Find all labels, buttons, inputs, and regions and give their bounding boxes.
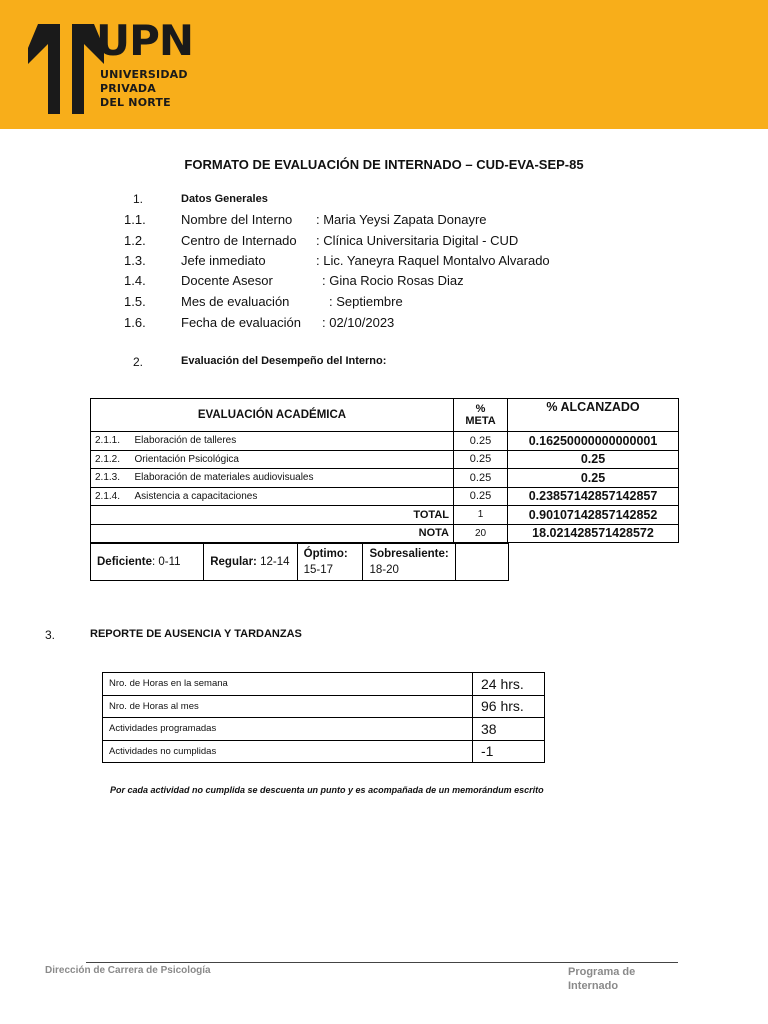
header-meta: % META [454,399,508,432]
table-row: 2.1.1. Elaboración de talleres 0.25 0.16250000000000001 [91,432,679,451]
document-title: FORMATO DE EVALUACIÓN DE INTERNADO – CUD-EVA-SEP-85 [184,157,584,172]
table-row: 2.1.3. Elaboración de materiales audiovisuales 0.25 0.25 [91,469,679,488]
nota-row: NOTA 20 18.021428571428572 [91,524,679,543]
section2-number: 2. [133,355,144,369]
footer-left: Dirección de Carrera de Psicología [45,965,211,976]
evaluation-table [90,398,679,543]
header-academic: EVALUACIÓN ACADÉMICA [91,399,454,432]
section1-title: Datos Generales [181,193,268,205]
scale-optimo: Óptimo: 15-17 [297,544,363,581]
header-band [0,0,768,129]
table-header-row [91,399,679,432]
total-row: TOTAL 1 0.90107142857142852 [91,506,679,525]
section3-number: 3. [45,628,56,642]
scale-deficiente: Deficiente: 0-11 [91,544,204,581]
section1-number: 1. [133,192,144,206]
scale-regular: Regular: 12-14 [204,544,297,581]
section3-title: REPORTE DE AUSENCIA Y TARDANZAS [90,628,302,640]
penalty-note: Por cada actividad no cumplida se descuenta un punto y es acompañada de un memorándum escrito [110,785,544,795]
table-row: Actividades programadas 38 [103,718,545,741]
footer-divider [86,962,678,963]
table-row: 2.1.2. Orientación Psicológica 0.25 0.25 [91,450,679,469]
header-alcanzado: % ALCANZADO [508,399,679,432]
absence-table [102,672,545,763]
grading-scale-table [90,543,509,581]
table-row: Actividades no cumplidas -1 [103,740,545,763]
scale-sobresaliente: Sobresaliente: 18-20 [363,544,455,581]
brand-short: UPN [96,16,194,65]
scale-empty-cell [455,544,508,581]
section2-title: Evaluación del Desempeño del Interno: [181,355,387,367]
brand-name: UNIVERSIDAD PRIVADA DEL NORTE [100,68,188,109]
footer-right: Programa de Internado [568,966,636,992]
table-row: 2.1.4. Asistencia a capacitaciones 0.25 0.23857142857142857 [91,487,679,506]
table-row: Nro. de Horas en la semana 24 hrs. [103,673,545,696]
table-row: Nro. de Horas al mes 96 hrs. [103,695,545,718]
